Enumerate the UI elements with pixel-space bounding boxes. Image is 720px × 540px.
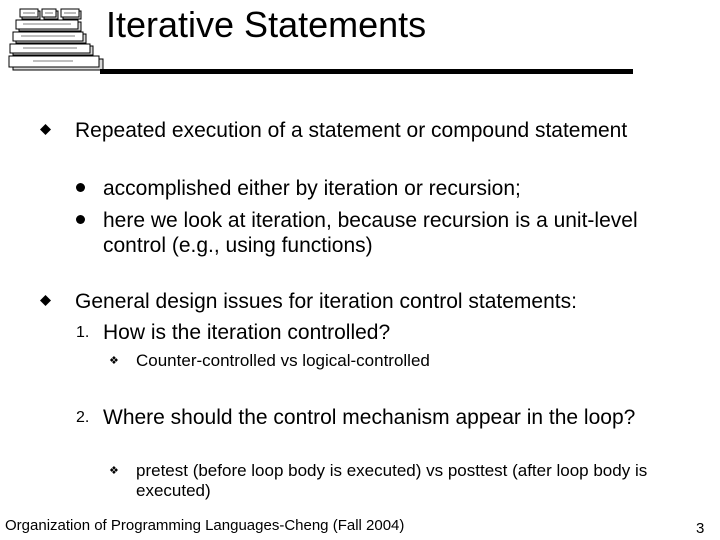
slide-footer: Organization of Programming Languages-Cheng (Fall 2004) [5,517,405,534]
page-number: 3 [696,520,705,537]
bullet-1-text: Repeated execution of a statement or compound statement [75,119,628,142]
numbered-item-1-detail: Counter-controlled vs logical-controlled [136,351,430,370]
numbered-marker-2: 2. [76,409,90,426]
numbered-item-1-text: How is the iteration controlled? [103,321,391,344]
numbered-item-2-text: Where should the control mechanism appear in the loop? [103,406,636,429]
title-rule [100,69,633,74]
diamond-bullet-icon: ❖ [109,355,119,367]
numbered-item-2-detail: pretest (before loop body is executed) vs posttest (after loop body is executed) [136,461,648,500]
slide-title: Iterative Statements [106,4,427,45]
bullet-marker-icon [40,295,51,306]
bullet-1-subitem-1: accomplished either by iteration or recursion; [103,177,521,200]
diamond-bullet-icon: ❖ [109,465,119,477]
bullet-marker-icon [40,124,51,135]
bullet-1-subitem-2: here we look at iteration, because recursion is a unit-level control (e.g., using functions) [103,209,638,257]
bullet-2-text: General design issues for iteration control statements: [75,290,577,313]
sub-bullet-dot-icon [76,215,85,224]
language-levels-pyramid-icon [3,3,107,73]
sub-bullet-dot-icon [76,183,85,192]
numbered-marker-1: 1. [76,324,90,341]
